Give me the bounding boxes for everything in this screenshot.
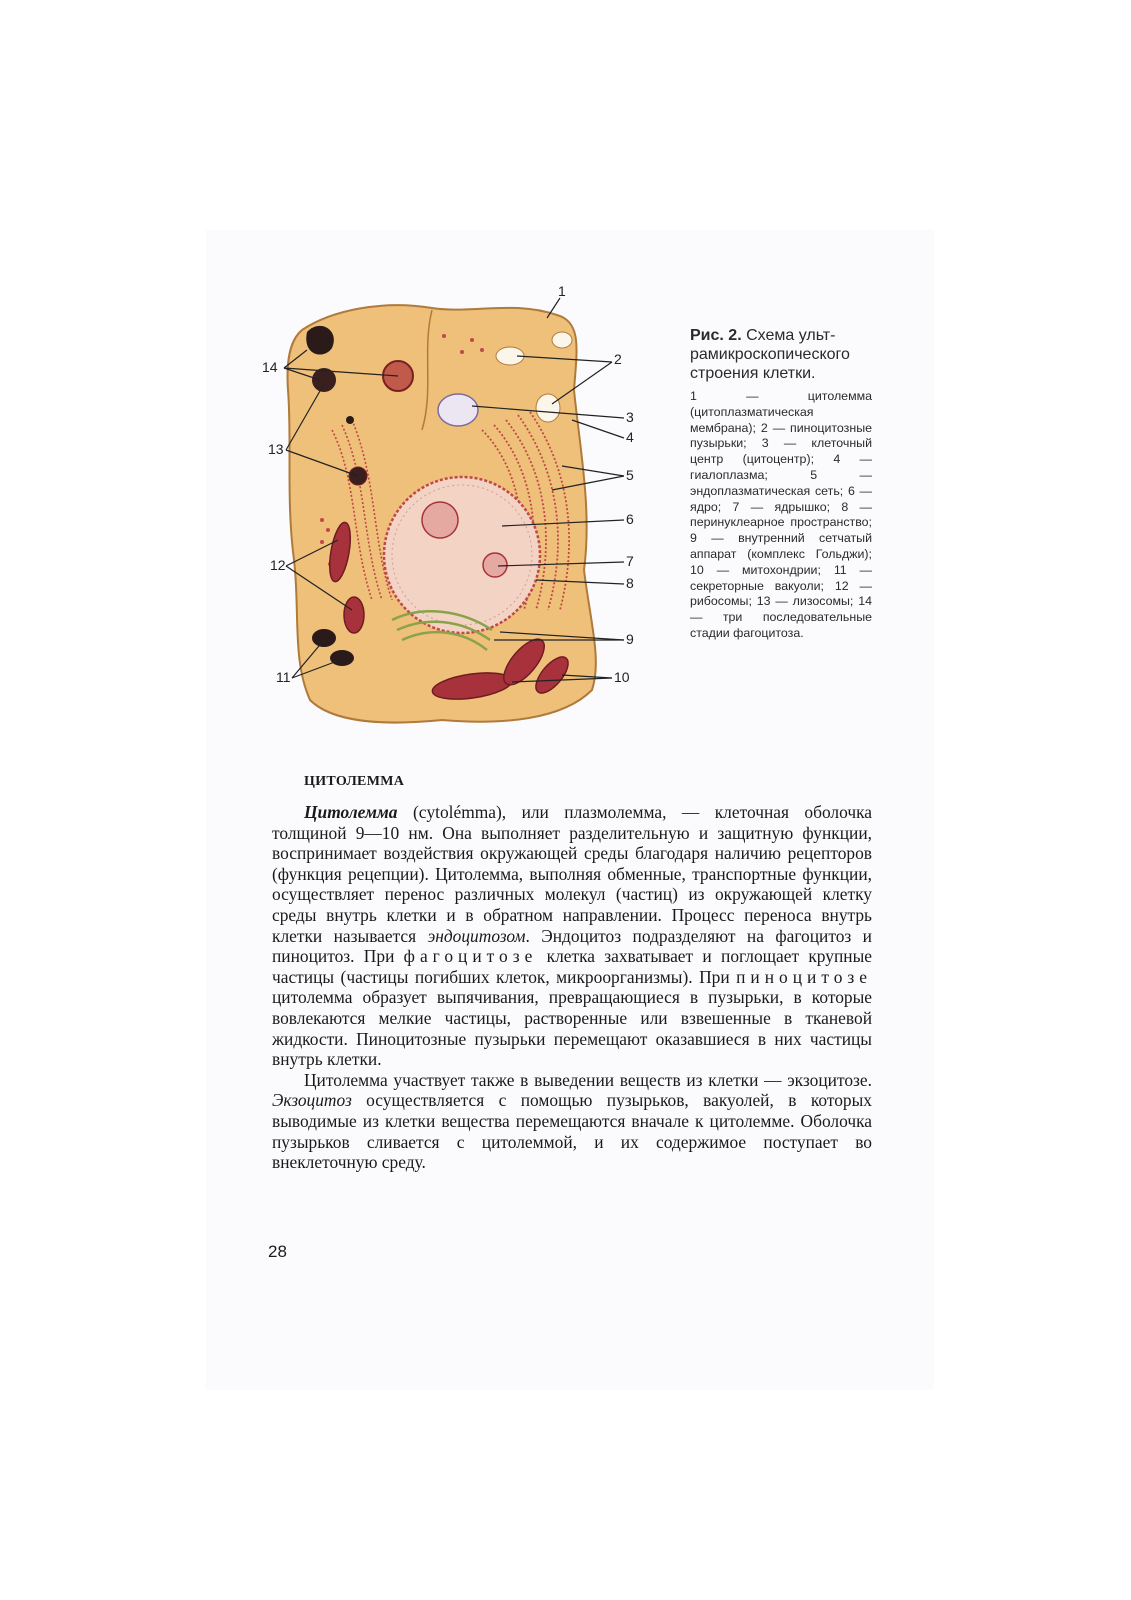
secretory-vacuole-2: [330, 650, 354, 666]
label-6: 6: [626, 511, 634, 527]
lysosome-1: [346, 416, 354, 424]
label-2: 2: [614, 351, 622, 367]
term-cytolemma: Цитолемма: [304, 802, 398, 822]
label-3: 3: [626, 409, 634, 425]
caption-title: [690, 326, 872, 383]
p1-text-b: . Эндоцитоз подразделяют на фагоцитоз и пиноцитоз. При: [272, 925, 872, 967]
figure-caption: [690, 326, 872, 642]
label-7: 7: [626, 553, 634, 569]
body-text: [272, 802, 872, 1173]
secretory-vacuole-1: [312, 629, 336, 647]
cell-center: [438, 394, 478, 426]
label-8: 8: [626, 575, 634, 591]
p2-text-a: Цитолемма участвует также в выведении веществ из клетки — экзоцитозе.: [304, 1069, 872, 1090]
label-9: 9: [626, 631, 634, 647]
paragraph-1: [272, 802, 872, 1070]
term-pinocytosis: пиноцитозе: [736, 966, 872, 987]
p1-text-c: клетка захватывает и поглощает крупные частицы (частицы погибших клеток, микроорганизмы). При: [272, 946, 872, 987]
p1-text-a: (cytolémma), или плазмолемма, — клеточная оболочка толщиной 9—10 нм. Она выполняет разделительную и защитную функции, воспринимает воздействия окружающей среды благодаря наличию рецепторов (функция рецепции). Цитолемма, выполняя обменные, транспортные функции, осуществляет перенос различных молекул (частиц) из окружающей клетку среды внутрь клетки и в обратном направлении. Процесс переноса внутрь клетки называется: [272, 802, 872, 946]
label-10: 10: [614, 669, 630, 685]
label-1: 1: [558, 283, 566, 299]
phagocytosis-stage-1: [306, 326, 334, 355]
nucleus: [384, 477, 540, 633]
term-phagocytosis: фагоцитозе: [403, 946, 538, 967]
label-13: 13: [268, 441, 284, 457]
term-endocytosis: эндоцитозом: [427, 925, 526, 946]
cell-diagram: [262, 280, 652, 740]
label-5: 5: [626, 467, 634, 483]
label-14: 14: [262, 359, 278, 375]
label-4: 4: [626, 429, 634, 445]
caption-title-text: Схема ульт-рамикроскопического строения клетки.: [690, 327, 850, 382]
pinocytic-vesicle-2: [536, 394, 560, 422]
term-exocytosis: Экзоцитоз: [272, 1090, 352, 1111]
cell-diagram-svg: [262, 280, 652, 740]
p2-text-b: осуществляется с помощью пузырьков, вакуолей, в которых выводимые из клетки вещества перемещаются вначале к цитолемме. Оболочка пузырьков сливается с цитолеммой, и их содержимое поступает во внеклеточную среду.: [272, 1090, 872, 1173]
p1-text-d: цитолемма образует выпячивания, превращающиеся в пузырьки, в которые вовлекаются мелкие частицы, растворенные или взвешенные в тканевой жидкости. Пиноцитозные пузырьки перемещают оказавшиеся в них частицы внутрь клетки.: [272, 987, 872, 1070]
section-heading: ЦИТОЛЕММА: [304, 774, 405, 789]
pinocytic-vesicle-3: [552, 332, 572, 348]
label-11: 11: [276, 669, 291, 685]
paragraph-2: [272, 1070, 872, 1173]
nucleolus-1: [422, 502, 458, 538]
page-number: 28: [268, 1242, 287, 1261]
nucleolus-2: [483, 553, 507, 577]
caption-legend: 1 — цитолемма (цитоплазматическая мембрана); 2 — пиноцитозные пузырьки; 3 — клеточный центр (цитоцентр); 4 — гиалоплазма; 5 — эндоплазматическая сеть; 6 — ядро; 7 — ядрышко; 8 — перинуклеарное пространство; 9 — внутренний сетчатый аппарат (комплекс Гольджи); 10 — митохондрии; 11 — секреторные вакуоли; 12 — рибосомы; 13 — лизосомы; 14 — три последовательные стадии фагоцитоза.: [690, 389, 872, 640]
caption-prefix: Рис. 2.: [690, 327, 742, 344]
label-12: 12: [270, 557, 286, 573]
